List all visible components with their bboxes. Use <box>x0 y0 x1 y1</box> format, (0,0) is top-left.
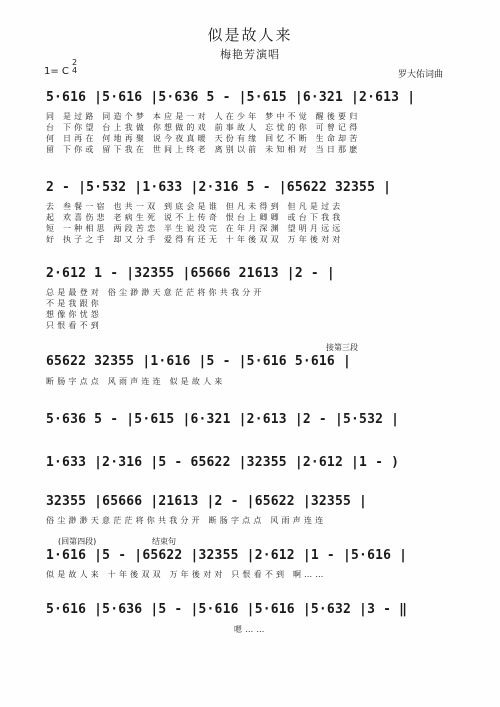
notation-line: 2 - |5·532 |1·633 |2·316 5 - |65622 32355 | <box>46 180 392 195</box>
jump-marking: 接第三段 <box>326 343 358 352</box>
lyric-line: 同 是过路 同造个梦 本应是一对 人在少年 梦中不觉 醒後要归 <box>46 112 361 121</box>
notation-line: 5·616 |5·636 |5 - |5·616 |5·616 |5·632 |3 - ‖ <box>46 602 408 617</box>
lyric-line: 台 下你望 台上我做 你想做的戏 前事故人 忘忧的你 可曾记得 <box>46 123 361 132</box>
notation-line: 1·633 |2·316 |5 - 65622 |32355 |2·612 |1 - ) <box>46 455 400 470</box>
lyric-line: 似是故人来 十年後双双 万年後对对 只恨看不到 啊…… <box>46 570 327 579</box>
score-row-5 <box>0 412 500 442</box>
notation-line: 5·616 |5·616 |5·636 5 - |5·615 |6·321 |2·613 | <box>46 90 416 105</box>
score-row-7 <box>0 494 500 534</box>
notation-line: 2·612 1 - |32355 |65666 21613 |2 - | <box>46 266 335 281</box>
lyric-line: 短 一种相思 两段苦恋 半生说没完 在年月深渊 望明月远远 <box>46 224 344 233</box>
notation-line: 65622 32355 |1·616 |5 - |5·616 5·616 | <box>46 354 352 369</box>
song-title: 似是故人来 <box>207 26 293 44</box>
lyric-line: 留 下你或 留下我在 世间上终老 离别以前 未知相对 当日那麽 <box>46 145 361 154</box>
lyric-line: 不是我跟你 <box>46 299 102 308</box>
lyric-line: 想像你忧怨 <box>46 310 102 319</box>
score-row-6 <box>0 455 500 485</box>
repeat-marking: (回第四段) <box>58 537 97 546</box>
key-signature: 1= C <box>44 66 69 77</box>
score-row-3 <box>0 266 500 336</box>
score-row-2 <box>0 180 500 250</box>
notation-line: 32355 |65666 |21613 |2 - |65622 |32355 | <box>46 494 368 509</box>
score-row-9 <box>0 602 500 642</box>
lyric-line: 嗯…… <box>234 625 268 634</box>
time-signature-top: 2 <box>72 58 78 67</box>
composer-credit: 罗大佑词曲 <box>398 70 444 80</box>
notation-line: 1·616 |5 - |65622 |32355 |2·612 |1 - |5·616 | <box>46 548 408 563</box>
lyric-line: 何 日再在 何地再聚 说今夜真暖 天份有缘 回忆不断 生命却苦 <box>46 134 361 143</box>
lyric-line: 好 执子之手 却又分手 爱得有还无 十年後双双 万年後对对 <box>46 235 344 244</box>
time-signature-bottom: 4 <box>72 66 78 75</box>
time-signature <box>72 59 77 75</box>
score-row-8 <box>0 537 500 588</box>
lyric-line: 去 叁餐一宿 也共一双 到底会是谁 但凡未得到 但凡是过去 <box>46 202 344 211</box>
lyric-line: 俗尘渺渺天意茫茫将你共我分开 断肠字点点 风雨声连连 <box>46 516 327 525</box>
singer-credit: 梅艳芳演唱 <box>220 48 280 61</box>
lyric-line: 只恨看不到 <box>46 321 102 330</box>
score-row-4 <box>0 343 500 394</box>
notation-line: 5·636 5 - |5·615 |6·321 |2·613 |2 - |5·532 | <box>46 412 400 427</box>
ending-marking: 结束句 <box>152 537 176 546</box>
lyric-line: 起 欢喜伤悲 老病生死 说不上传奇 恨台上卿卿 或台下我我 <box>46 213 344 222</box>
lyric-line: 总是最登对 俗尘渺渺天意茫茫将你共我分开 <box>46 288 265 297</box>
score-row-1 <box>0 90 500 160</box>
lyric-line: 断肠字点点 风雨声连连 似是故人来 <box>46 377 226 386</box>
